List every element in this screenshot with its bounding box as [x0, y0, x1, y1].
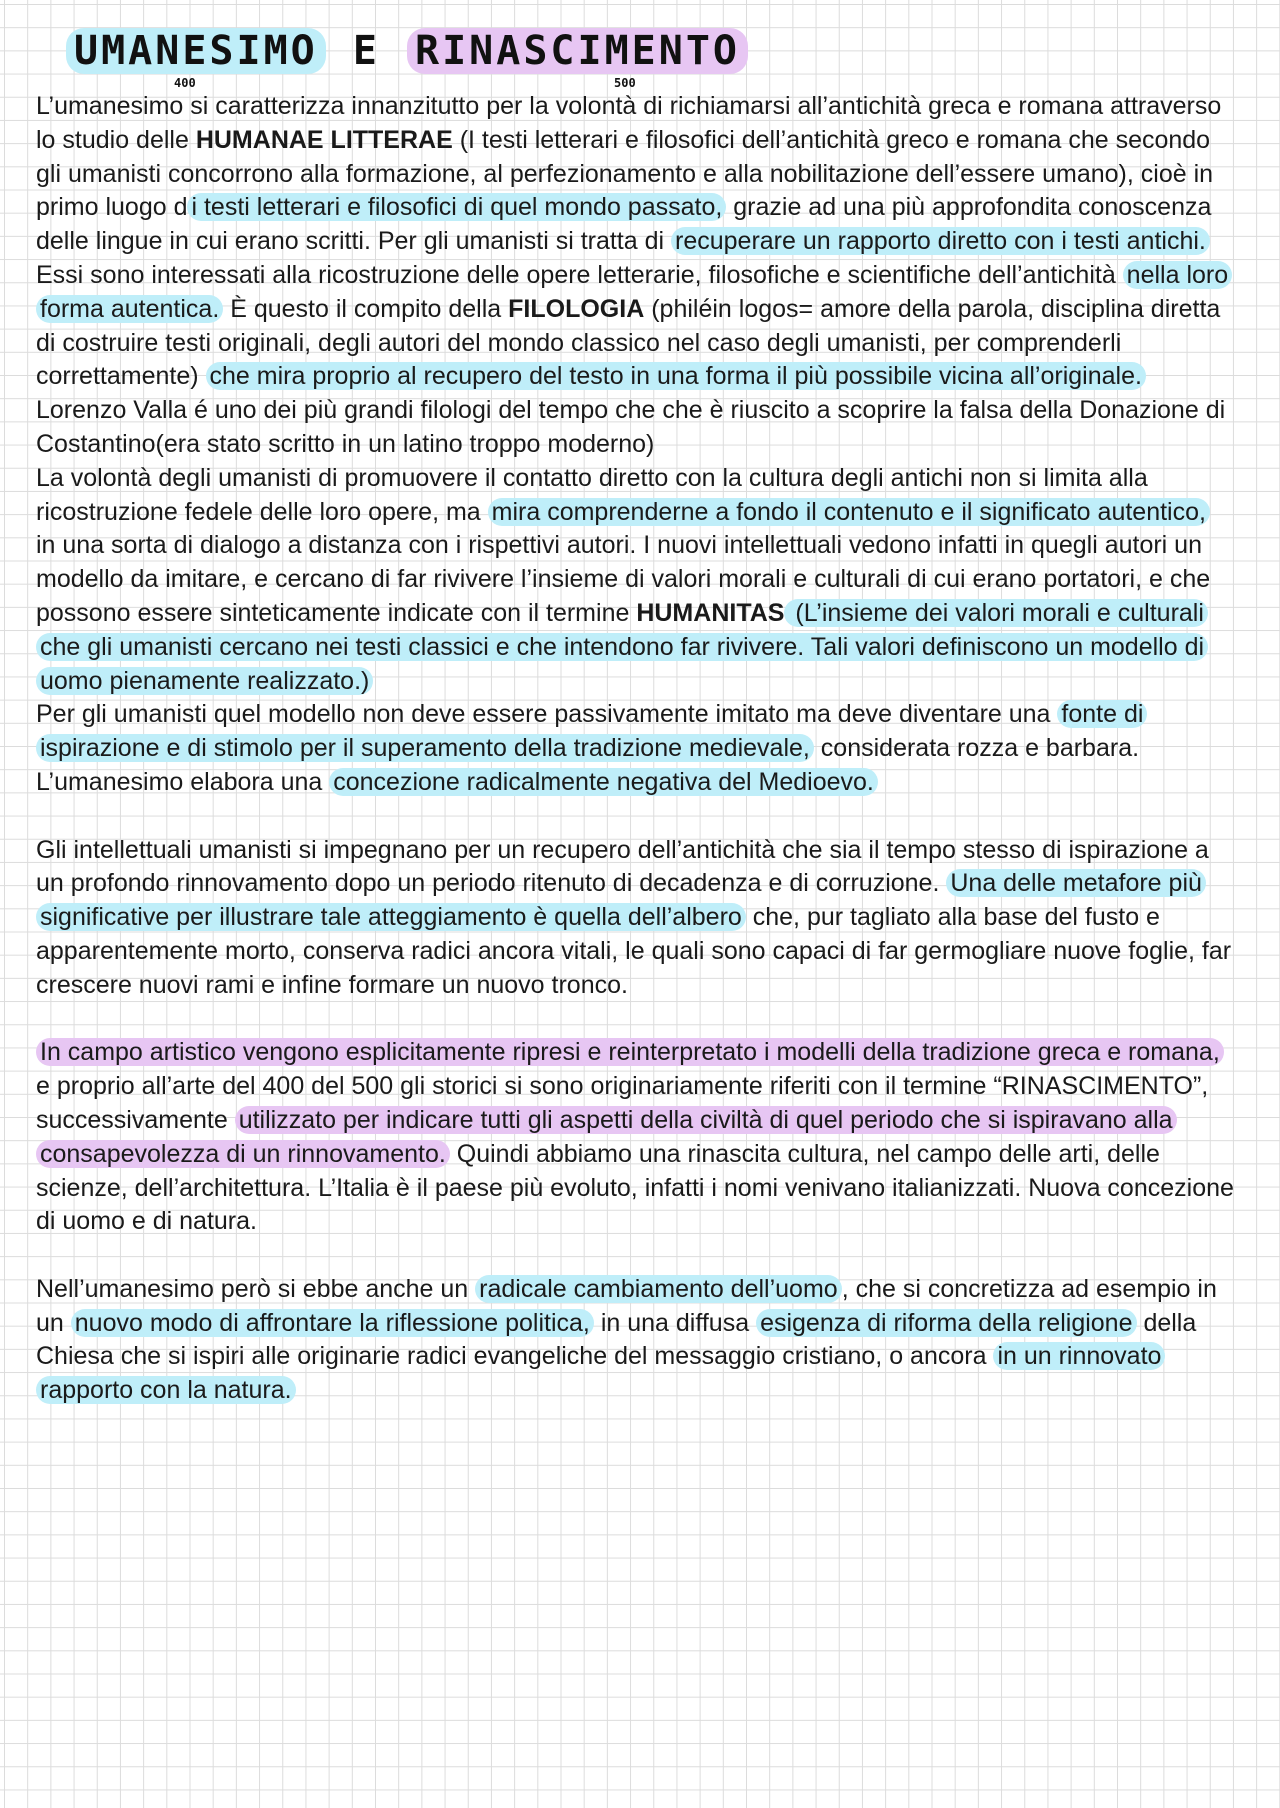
highlighted-text: in un rinnovato rapporto con la natura.	[36, 1342, 1165, 1404]
highlighted-text: concezione radicalmente negativa del Medioevo.	[329, 768, 878, 796]
highlighted-text: nuovo modo di affrontare la riflessione politica,	[71, 1309, 594, 1337]
paragraph	[36, 259, 1236, 462]
title-part-rinascimento: RINASCIMENTO	[407, 28, 748, 74]
text-segment: che, pur tagliato alla base del fusto e apparentemente morto, conserva radici ancora vitali, le quali sono capaci di far germogliare nuove foglie, far crescere nuovi rami e infine formare un nuovo tronco.	[36, 903, 1232, 999]
highlighted-text: recuperare un rapporto diretto con i testi antichi.	[671, 227, 1210, 255]
text-segment: È questo il compito della	[223, 294, 509, 323]
highlighted-text: che mira proprio al recupero del testo in una forma il più possibile vicina all’originale.	[206, 362, 1146, 390]
paragraph	[36, 90, 1236, 259]
paragraph	[36, 834, 1236, 1003]
text-segment: considerata rozza e barbara. L’umanesimo elabora una	[36, 734, 1140, 796]
key-term: HUMANITAS	[636, 598, 785, 627]
text-segment: Per gli umanisti quel modello non deve essere passivamente imitato ma deve diventare una	[36, 700, 1058, 729]
text-segment: in una diffusa	[593, 1308, 757, 1337]
paragraph	[36, 1036, 1236, 1239]
text-segment: Essi sono interessati alla ricostruzione delle opere letterarie, filosofiche e scientifiche dell’antichità	[36, 260, 1123, 289]
highlighted-text: i testi letterari e filosofici di quel mondo passato,	[187, 193, 726, 221]
text-segment: Nell’umanesimo però si ebbe anche un	[36, 1274, 476, 1303]
title-note-400: 400	[174, 76, 196, 90]
title-separator: E	[325, 28, 407, 74]
key-term: FILOLOGIA	[508, 294, 645, 323]
text-segment: La volontà degli umanisti di promuovere il contatto diretto con la cultura degli antichi non si limita alla ricostruzione fedele delle loro opere, ma	[36, 463, 1148, 526]
note-body	[36, 90, 1236, 1408]
paragraph	[36, 698, 1236, 799]
highlighted-text: esigenza di riforma della religione	[756, 1309, 1136, 1337]
paragraph	[36, 1273, 1236, 1408]
highlighted-text: mira comprenderne a fondo il contenuto e il significato autentico,	[488, 498, 1210, 526]
key-term: HUMANAE LITTERAE	[195, 125, 453, 154]
text-segment: e proprio all’arte del 400 del 500 gli storici si sono originariamente riferiti con il termine “RINASCIMENTO”, successivamente	[36, 1072, 1209, 1134]
title-part-umanesimo: UMANESIMO	[66, 28, 326, 74]
highlighted-text: Una delle metafore più significative per illustrare tale atteggiamento è quella dell’albero	[36, 869, 1206, 931]
title-block	[66, 20, 1236, 90]
title-note-500: 500	[614, 76, 636, 90]
text-segment: Lorenzo Valla é uno dei più grandi filologi del tempo che che è riuscito a scoprire la falsa della Donazione di Costantino(era stato scritto in un latino troppo moderno)	[36, 396, 1226, 458]
note-page	[36, 20, 1236, 1408]
text-segment: (philéin logos= amore della parola, disciplina diretta di costruire testi originali, degli autori del mondo classico nel caso degli umanisti, per comprenderli correttamente)	[36, 294, 1221, 391]
text-segment: della Chiesa che si ispiri alle originarie radici evangeliche del messaggio cristiano, o ancora	[36, 1308, 1197, 1371]
highlighted-text: utilizzato per indicare tutti gli aspetti della civiltà di quel periodo che si ispiravano alla consapevolezza di un rinnovamento.	[36, 1106, 1177, 1168]
text-segment: grazie ad una più approfondita conoscenza delle lingue in cui erano scritti. Per gli umanisti si tratta di	[36, 193, 1212, 256]
text-segment: L’umanesimo si caratterizza innanzitutto per la volontà di richiamarsi all’antichità greca e romana attraverso lo studio delle	[36, 92, 1222, 154]
highlighted-text: radicale cambiamento dell’uomo	[475, 1275, 842, 1303]
highlighted-text: In campo artistico vengono esplicitamente ripresi e reinterpretato i modelli della tradizione greca e romana,	[36, 1038, 1224, 1066]
text-segment: (I testi letterari e filosofici dell’antichità greco e romana che secondo gli umanisti concorrono alla formazione, al perfezionamento e alla nobilitazione dell’essere umano), cioè in primo luogo d	[36, 125, 1214, 222]
highlighted-text: nella loro forma autentica.	[36, 261, 1232, 323]
page-title	[66, 28, 748, 74]
text-segment: Gli intellettuali umanisti si impegnano per un recupero dell’antichità che sia il tempo stesso di ispirazione a un profondo rinnovamento dopo un periodo ritenuto di decadenza e di corruzione.	[36, 835, 1209, 898]
highlighted-text: fonte di ispirazione e di stimolo per il superamento della tradizione medievale,	[36, 700, 1147, 762]
text-segment: , che si concretizza ad esempio in un	[36, 1274, 1217, 1337]
highlighted-text: (L’insieme dei valori morali e culturali che gli umanisti cercano nei testi classici e che intendono far rivivere. Tali valori definiscono un modello di uomo pienamente realizzato.)	[36, 599, 1208, 695]
text-segment: in una sorta di dialogo a distanza con i rispettivi autori. I nuovi intellettuali vedono infatti in quegli autori un modello da imitare, e cercano di far rivivere l’insieme di valori morali e culturali di cui erano portatori, e che possono essere sinteticamente indicate con il termine	[36, 531, 1211, 627]
text-segment: Quindi abbiamo una rinascita cultura, nel campo delle arti, delle scienze, dell’architettura. L’Italia è il paese più evoluto, infatti i nomi venivano italianizzati. Nuova concezione di uomo e di natura.	[36, 1139, 1234, 1236]
paragraph	[36, 462, 1236, 699]
